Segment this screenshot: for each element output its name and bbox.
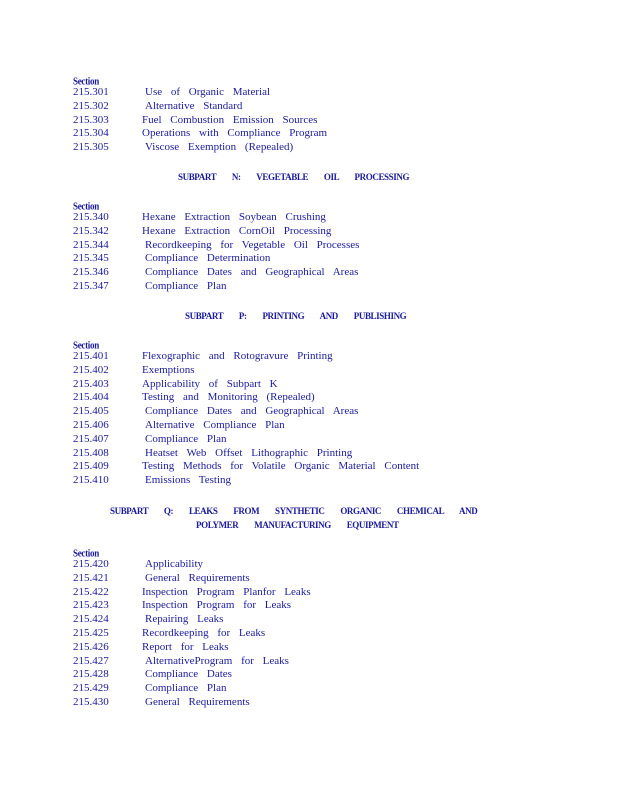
section-title: General Requirements xyxy=(145,695,250,708)
section-number: 215.422 xyxy=(73,585,109,598)
section-title: Operations with Compliance Program xyxy=(142,127,328,140)
section-title: Compliance Plan xyxy=(145,432,227,445)
section-row xyxy=(73,100,593,114)
section-title: Alternative Standard xyxy=(145,99,243,112)
section-title: Heatset Web Offset Lithographic Printing xyxy=(145,446,353,459)
section-number: 215.430 xyxy=(73,695,109,708)
section-number: 215.426 xyxy=(73,640,109,653)
section-row xyxy=(73,419,593,433)
section-number: 215.401 xyxy=(73,350,109,362)
section-row xyxy=(73,127,593,141)
section-row xyxy=(73,655,593,669)
section-row xyxy=(73,586,593,600)
section-row xyxy=(73,447,593,461)
section-label: Section xyxy=(73,547,99,559)
section-label: Section xyxy=(73,200,99,212)
section-number: 215.402 xyxy=(73,363,109,376)
section-number: 215.425 xyxy=(73,626,109,639)
section-title: Compliance Dates and Geographical Areas xyxy=(145,405,359,418)
section-number: 215.346 xyxy=(73,266,109,279)
section-number: 215.409 xyxy=(73,460,109,473)
subpart-q-heading-line1: SUBPART Q: LEAKS FROM SYNTHETIC ORGANIC CHEMICAL AND xyxy=(110,506,478,516)
section-number: 215.424 xyxy=(73,613,109,626)
section-group-3 xyxy=(73,338,593,488)
section-row xyxy=(73,350,593,364)
section-number: 215.405 xyxy=(73,405,109,418)
section-number: 215.410 xyxy=(73,474,109,487)
section-row xyxy=(73,86,593,100)
section-title: Recordkeeping for Leaks xyxy=(142,626,266,639)
section-title: Repairing Leaks xyxy=(145,613,224,626)
section-row xyxy=(73,280,593,294)
section-number: 215.301 xyxy=(73,86,109,98)
subpart-q-heading-line2: POLYMER MANUFACTURING EQUIPMENT xyxy=(196,520,399,530)
section-row xyxy=(73,613,593,627)
section-group-4 xyxy=(73,546,593,710)
section-row xyxy=(73,641,593,655)
section-number: 215.408 xyxy=(73,446,109,459)
section-number: 215.302 xyxy=(73,99,109,112)
section-title: Exemptions xyxy=(142,363,195,376)
section-label: Section xyxy=(73,75,99,87)
section-row xyxy=(73,378,593,392)
section-title: Alternative Compliance Plan xyxy=(145,418,285,431)
section-title: Use of Organic Material xyxy=(145,86,271,98)
section-number: 215.420 xyxy=(73,558,109,570)
section-row xyxy=(73,460,593,474)
section-title: Testing and Monitoring (Repealed) xyxy=(142,391,315,404)
section-row xyxy=(73,405,593,419)
section-list xyxy=(73,86,593,155)
section-number: 215.421 xyxy=(73,571,109,584)
section-number: 215.428 xyxy=(73,668,109,681)
section-number: 215.342 xyxy=(73,224,109,237)
section-row xyxy=(73,558,593,572)
section-row xyxy=(73,599,593,613)
section-title: General Requirements xyxy=(145,571,250,584)
section-row xyxy=(73,225,593,239)
section-number: 215.427 xyxy=(73,654,109,667)
section-number: 215.406 xyxy=(73,418,109,431)
section-number: 215.303 xyxy=(73,113,109,126)
section-row xyxy=(73,252,593,266)
section-title: Compliance Plan xyxy=(145,682,227,695)
section-title: Emissions Testing xyxy=(145,474,232,487)
section-number: 215.305 xyxy=(73,141,109,154)
section-title: Inspection Program Planfor Leaks xyxy=(142,585,311,598)
section-group-2 xyxy=(73,199,593,294)
section-row xyxy=(73,114,593,128)
section-row xyxy=(73,572,593,586)
section-row xyxy=(73,696,593,710)
section-number: 215.407 xyxy=(73,432,109,445)
section-number: 215.347 xyxy=(73,279,109,292)
section-label: Section xyxy=(73,339,99,351)
section-title: Compliance Dates xyxy=(145,668,232,681)
section-row xyxy=(73,668,593,682)
section-number: 215.340 xyxy=(73,211,109,223)
section-row xyxy=(73,433,593,447)
section-number: 215.404 xyxy=(73,391,109,404)
section-title: AlternativeProgram for Leaks xyxy=(145,654,289,667)
section-title: Hexane Extraction CornOil Processing xyxy=(142,224,332,237)
section-list xyxy=(73,211,593,294)
section-title: Applicability of Subpart K xyxy=(142,377,278,390)
section-title: Viscose Exemption (Repealed) xyxy=(145,141,294,154)
section-title: Hexane Extraction Soybean Crushing xyxy=(142,211,326,223)
section-group-1 xyxy=(73,74,593,155)
section-number: 215.344 xyxy=(73,238,109,251)
section-title: Compliance Determination xyxy=(145,252,271,265)
section-title: Fuel Combustion Emission Sources xyxy=(142,113,318,126)
section-title: Recordkeeping for Vegetable Oil Processes xyxy=(145,238,360,251)
section-title: Compliance Dates and Geographical Areas xyxy=(145,266,359,279)
section-number: 215.429 xyxy=(73,682,109,695)
section-number: 215.304 xyxy=(73,127,109,140)
section-row xyxy=(73,239,593,253)
section-list xyxy=(73,558,593,710)
section-title: Inspection Program for Leaks xyxy=(142,599,292,612)
section-row xyxy=(73,474,593,488)
section-row xyxy=(73,266,593,280)
subpart-p-heading: SUBPART P: PRINTING AND PUBLISHING xyxy=(185,311,407,321)
section-title: Compliance Plan xyxy=(145,279,227,292)
section-number: 215.403 xyxy=(73,377,109,390)
section-row xyxy=(73,364,593,378)
section-row xyxy=(73,141,593,155)
section-row xyxy=(73,391,593,405)
section-title: Report for Leaks xyxy=(142,640,229,653)
section-number: 215.423 xyxy=(73,599,109,612)
subpart-n-heading: SUBPART N: VEGETABLE OIL PROCESSING xyxy=(178,172,410,182)
section-title: Flexographic and Rotogravure Printing xyxy=(142,350,333,362)
section-title: Testing Methods for Volatile Organic Material Content xyxy=(142,460,420,473)
section-row xyxy=(73,627,593,641)
section-list xyxy=(73,350,593,488)
section-number: 215.345 xyxy=(73,252,109,265)
section-row xyxy=(73,211,593,225)
section-row xyxy=(73,682,593,696)
section-title: Applicability xyxy=(145,558,204,570)
